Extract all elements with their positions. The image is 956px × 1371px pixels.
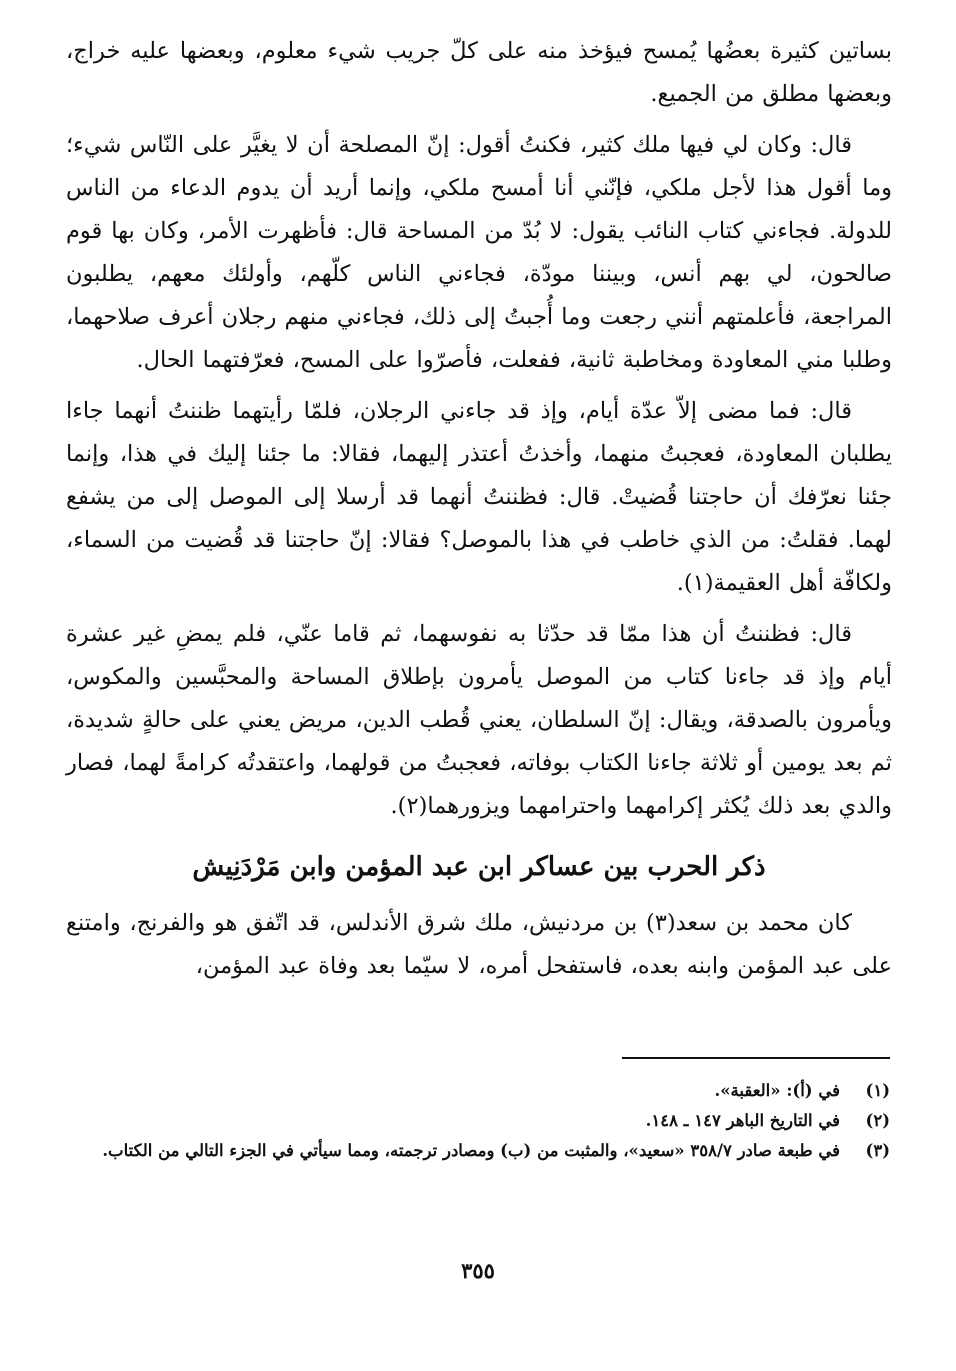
footnote-2	[64, 1106, 890, 1136]
paragraph-3: قال: فما مضى إلاّ عدّة أيام، وإذ قد جاءني الرجلان، فلمّا رأيتهما ظننتُ أنهما جاءا يطلبان المعاودة، فعجبتُ منهما، وأخذتُ أعتذر إليهما، فقالا: ما جئنا إليك في هذا، وإنما جئنا نعرّفك أن حاجتنا قُضيتْ. قال: فظننتُ أنهما قد أرسلا إلى الموصل إلى من يشفع لهما. فقلتُ: من الذي خاطب في هذا بالموصل؟ فقالا: إنّ حاجتنا قد قُضيت من السماء، ولكافّة أهل العقيمة(١).	[66, 398, 892, 596]
footnote-number: (٣)	[865, 1141, 890, 1160]
paragraph-5: كان محمد بن سعد(٣) بن مردنيش، ملك شرق الأندلس، قد اتّفق هو والفرنج، وامتنع على عبد المؤمن وابنه بعده، فاستفحل أمره، لا سيّما بعد وفاة عبد المؤمن،	[66, 910, 892, 979]
paragraph-2: قال: وكان لي فيها ملك كثير، فكنتُ أقول: إنّ المصلحة أن لا يغيَّر على النّاس شيء؛ وما أقول هذا لأجل ملكي، فإنّني أنا أمسح ملكي، وإنما أريد أن يدوم الدعاء من الناس للدولة. فجاءني كتاب النائب يقول: لا بُدّ من المساحة قال: فأظهرت الأمر، وكان بها قوم صالحون، لي بهم أنس، وبيننا مودّة، فجاءني الناس كلّهم، وأولئك معهم، يطلبون المراجعة، فأعلمتهم أنني رجعت وما أُجبتُ إلى ذلك، فجاءني منهم رجلان أعرف صلاحهما، وطلبا مني المعاودة ومخاطبة ثانية، ففعلت، فأصرّوا على المسح، فعرّفتهما الحال.	[66, 132, 892, 373]
footnote-3	[64, 1136, 890, 1166]
footnote-number: (٢)	[865, 1111, 890, 1130]
main-text	[66, 30, 892, 988]
footnote-number: (١)	[865, 1081, 890, 1100]
footnote-text: في التاريخ الباهر ١٤٧ ـ ١٤٨.	[645, 1111, 840, 1130]
footnote-text: في طبعة صادر ٣٥٨/٧ «سعيد»، والمثبت من (ب) ومصادر ترجمته، ومما سيأتي في الجزء التالي من الكتاب.	[102, 1141, 840, 1160]
section-heading: ذكر الحرب بين عساكر ابن عبد المؤمن وابن مَرْدَنِيش	[192, 852, 766, 882]
paragraph-1: بساتين كثيرة بعضُها يُمسح فيؤخذ منه على كلّ جريب شيء معلوم، وبعضها عليه خراج، وبعضها مطلق من الجميع.	[66, 38, 892, 107]
footnotes	[64, 1076, 890, 1166]
page-number: ٣٥٥	[461, 1258, 495, 1283]
footnote-1	[64, 1076, 890, 1106]
footnote-divider	[622, 1057, 890, 1059]
footnote-text: في (أ): «العقبة».	[714, 1081, 840, 1100]
paragraph-4: قال: فظننتُ أن هذا ممّا قد حدّثا به نفوسهما، ثم قاما عنّي، فلم يمضِ غير عشرة أيام وإذ قد جاءنا كتاب من الموصل يأمرون بإطلاق المساحة والمحبَّسين والمكوس، ويأمرون بالصدقة، ويقال: إنّ السلطان، يعني قُطب الدين، مريض يعني على حالةٍ شديدة، ثم بعد يومين أو ثلاثة جاءنا الكتاب بوفاته، فعجبتُ من قولهما، واعتقدتُه كرامةً لهما، فصار والدي بعد ذلك يُكثر إكرامهما واحترامهما ويزورهما(٢).	[66, 621, 892, 819]
